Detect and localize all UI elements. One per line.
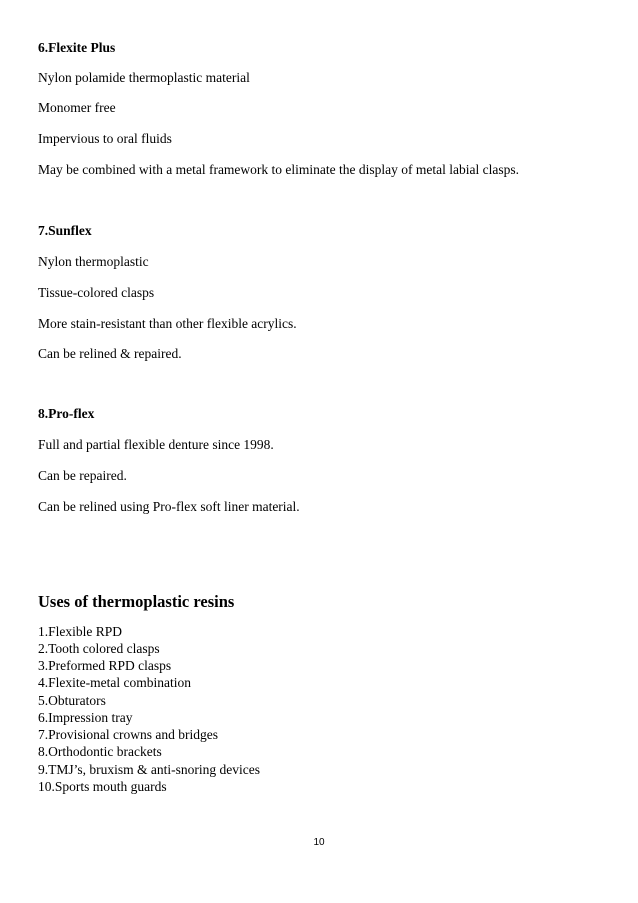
section-line: Monomer free <box>38 100 116 115</box>
section-line: Can be relined using Pro-flex soft liner material. <box>38 499 300 514</box>
section-line: Can be relined & repaired. <box>38 346 182 361</box>
list-item: 2.Tooth colored clasps <box>38 641 160 656</box>
list-item: 10.Sports mouth guards <box>38 779 167 794</box>
section-line: Tissue-colored clasps <box>38 285 155 300</box>
list-item: 9.TMJ’s, bruxism & anti-snoring devices <box>38 762 260 777</box>
section-line: Full and partial flexible denture since 1998. <box>38 437 274 452</box>
list-item: 1.Flexible RPD <box>38 624 123 639</box>
list-item: 7.Provisional crowns and bridges <box>38 727 218 742</box>
section-line: Nylon polamide thermoplastic material <box>38 70 250 85</box>
section-line: May be combined with a metal framework to eliminate the display of metal labial clasps. <box>38 162 519 177</box>
section-line: Can be repaired. <box>38 468 127 483</box>
list-item: 8.Orthodontic brackets <box>38 744 162 759</box>
list-item: 5.Obturators <box>38 693 106 708</box>
list-item: 4.Flexite-metal combination <box>38 675 191 690</box>
page-number: 10 <box>313 837 325 848</box>
section-line: Nylon thermoplastic <box>38 254 149 269</box>
section-heading-flexite-plus: 6.Flexite Plus <box>38 40 116 55</box>
section-line: More stain-resistant than other flexible acrylics. <box>38 316 297 331</box>
section-heading-sunflex: 7.Sunflex <box>38 223 92 238</box>
section-heading-pro-flex: 8.Pro-flex <box>38 406 95 421</box>
list-item: 6.Impression tray <box>38 710 133 725</box>
uses-heading: Uses of thermoplastic resins <box>38 592 235 611</box>
section-line: Impervious to oral fluids <box>38 131 172 146</box>
list-item: 3.Preformed RPD clasps <box>38 658 172 673</box>
